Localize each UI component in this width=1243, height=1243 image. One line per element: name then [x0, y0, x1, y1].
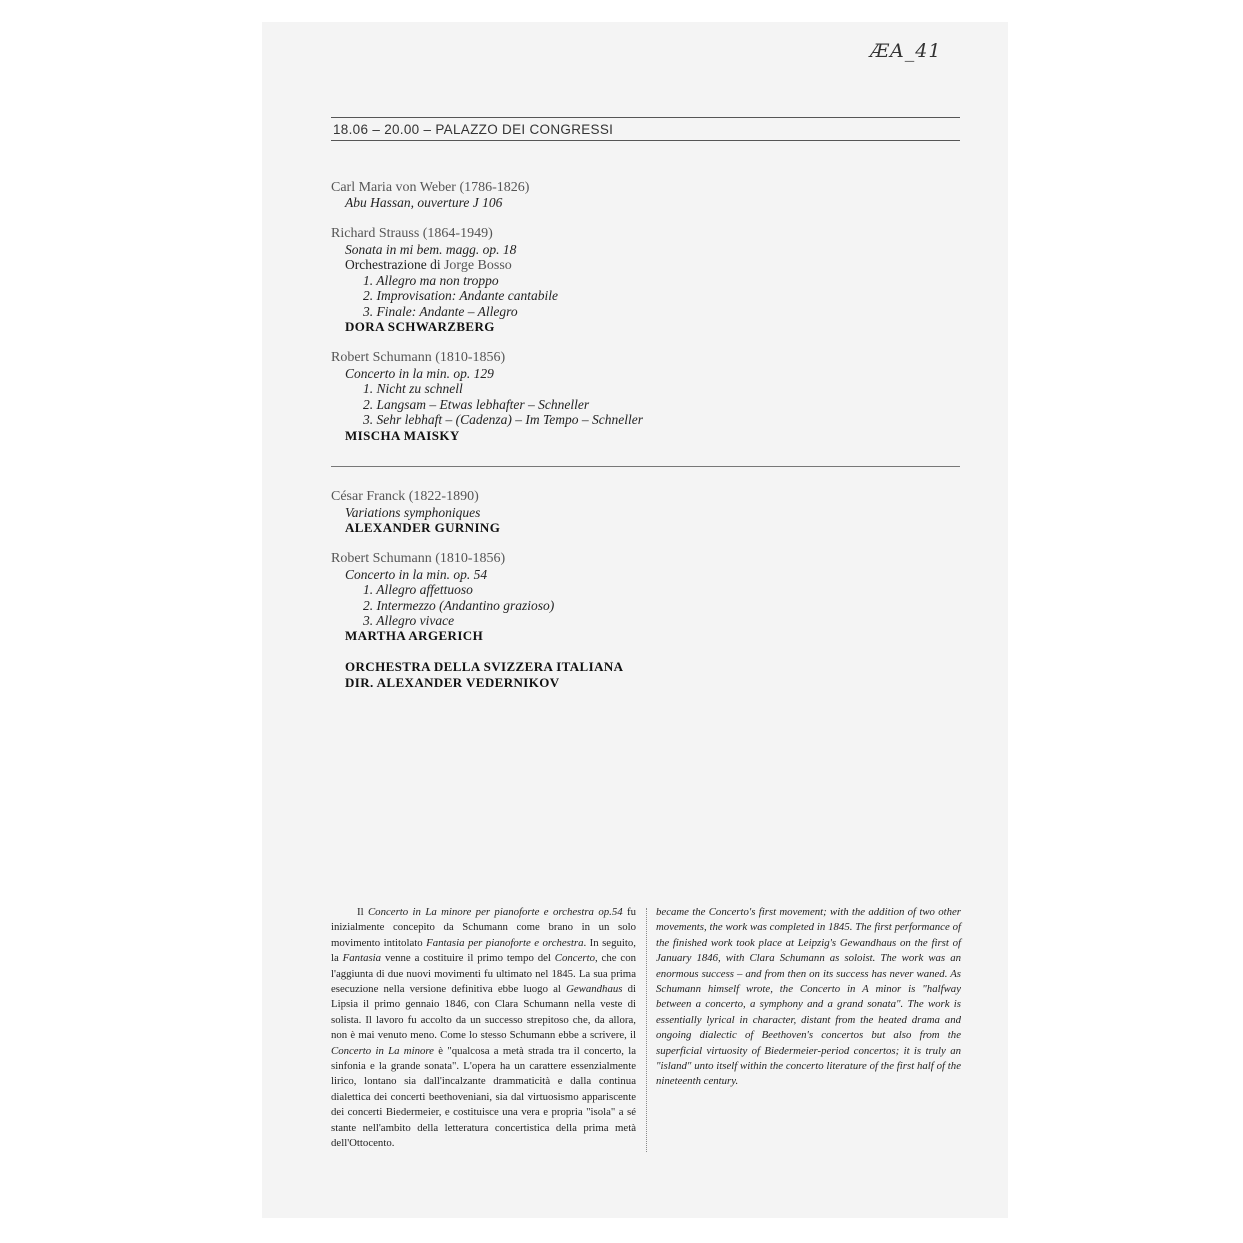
program-note-italian: [331, 905, 636, 1152]
work-title: Abu Hassan, ouverture J 106: [345, 195, 503, 210]
work-title: Concerto in la min. op. 129: [345, 366, 494, 381]
orchestra-name: ORCHESTRA DELLA SVIZZERA ITALIANA: [345, 659, 624, 674]
movement: 1. Allegro affettuoso: [363, 582, 473, 597]
movement: 3. Allegro vivace: [363, 613, 455, 628]
column-divider: [646, 908, 647, 1152]
text-run-italic: Fantasia: [342, 952, 382, 965]
movement: 2. Improvisation: Andante cantabile: [363, 288, 558, 303]
handwritten-page-note: ÆA_41: [870, 40, 942, 62]
composer: Robert Schumann (1810-1856): [331, 551, 506, 566]
composer: Richard Strauss (1864-1949): [331, 226, 493, 241]
movement: 1. Allegro ma non troppo: [363, 273, 499, 288]
composer: Carl Maria von Weber (1786-1826): [331, 180, 530, 195]
performer: MARTHA ARGERICH: [345, 628, 484, 643]
text-run: venne a costituire il primo tempo del: [381, 952, 555, 965]
text-run: , che con l'aggiunta di due nuovi movimenti fu ultimato nel 1845. La sua prima esecuzione nella versione definitiva ebbe luogo al: [331, 952, 637, 996]
movement: 2. Intermezzo (Andantino grazioso): [363, 598, 555, 613]
interval-divider: [331, 466, 960, 467]
work-title: Variations symphoniques: [345, 505, 481, 520]
text-run-italic: Fantasia per pianoforte e orchestra: [426, 936, 584, 949]
orchestration-credit: [345, 257, 512, 273]
text-run-italic: Concerto in La minore: [331, 1044, 434, 1057]
program-note-english: [656, 905, 961, 1090]
event-header: 18.06 – 20.00 – PALAZZO DEI CONGRESSI: [333, 122, 614, 137]
text-run-italic: Gewandhaus: [566, 983, 623, 996]
text-run-italic: Concerto in La minore per pianoforte e orchestra op.54: [367, 906, 623, 918]
orchestration-label: Orchestrazione di: [345, 257, 444, 272]
movement: 3. Finale: Andante – Allegro: [363, 304, 518, 319]
orchestrator-name: Jorge Bosso: [443, 258, 512, 273]
performer: DORA SCHWARZBERG: [345, 319, 495, 334]
text-run: di Lipsia il primo gennaio 1846, con Clara Schumann nella veste di solista. Il lavoro fu accolto da un successo strepitoso che, da allora, non è mai venuto meno. Come lo stesso Schumann ebbe a scrivere, il: [331, 983, 636, 1042]
composer: César Franck (1822-1890): [331, 489, 479, 504]
composer: Robert Schumann (1810-1856): [331, 350, 506, 365]
text-run: Il: [357, 906, 368, 918]
work-title: Concerto in la min. op. 54: [345, 567, 488, 582]
work-title: Sonata in mi bem. magg. op. 18: [345, 242, 517, 257]
header-rule-top: [331, 117, 960, 118]
header-rule-bottom: [331, 140, 960, 141]
movement: 2. Langsam – Etwas lebhafter – Schneller: [363, 397, 590, 412]
movement: 3. Sehr lebhaft – (Cadenza) – Im Tempo – Schneller: [363, 412, 643, 427]
performer: ALEXANDER GURNING: [345, 520, 501, 535]
text-run-italic: Concerto: [554, 952, 595, 965]
english-paragraph: became the Concerto's first movement; with the addition of two other movements, the work was completed in 1845. The first performance of the finished work took place at Leipzig's Gewandhaus on the first of January 1846, with Clara Schumann as soloist. The work was an enormous success – and from then on its success has never waned. As Schumann himself wrote, the Concerto in A minor is "halfway between a concerto, a symphony and a grand sonata". The work is essentially lyrical in character, distant from the heated drama and ongoing dialectic of Beethoven's concertos but also from the superficial virtuosity of Biedermeier-period concertos; it is truly an "island" unto itself within the concerto literature of the first half of the nineteenth century.: [656, 906, 961, 1088]
movement: 1. Nicht zu schnell: [363, 381, 463, 396]
performer: MISCHA MAISKY: [345, 428, 460, 443]
text-run: fu inizialmente concepito da Schumann come brano in un solo movimento intitolato: [331, 906, 636, 949]
text-run: . In seguito, la: [331, 936, 636, 965]
text-run: è "qualcosa a metà strada tra il concerto, la sinfonia e la grande sonata". L'opera ha un carattere essenzialmente lirico, lontano sia dall'incalzante drammaticità e dalla continua dialettica dei concerti beethoveniani, sia dal virtuosismo appariscente dei concerti Biedermeier, e costituisce una vera e propria "isola" a sé stante nell'ambito della letteratura concertistica della prima metà dell'Ottocento.: [331, 1044, 636, 1150]
conductor-name: DIR. ALEXANDER VEDERNIKOV: [345, 675, 560, 690]
